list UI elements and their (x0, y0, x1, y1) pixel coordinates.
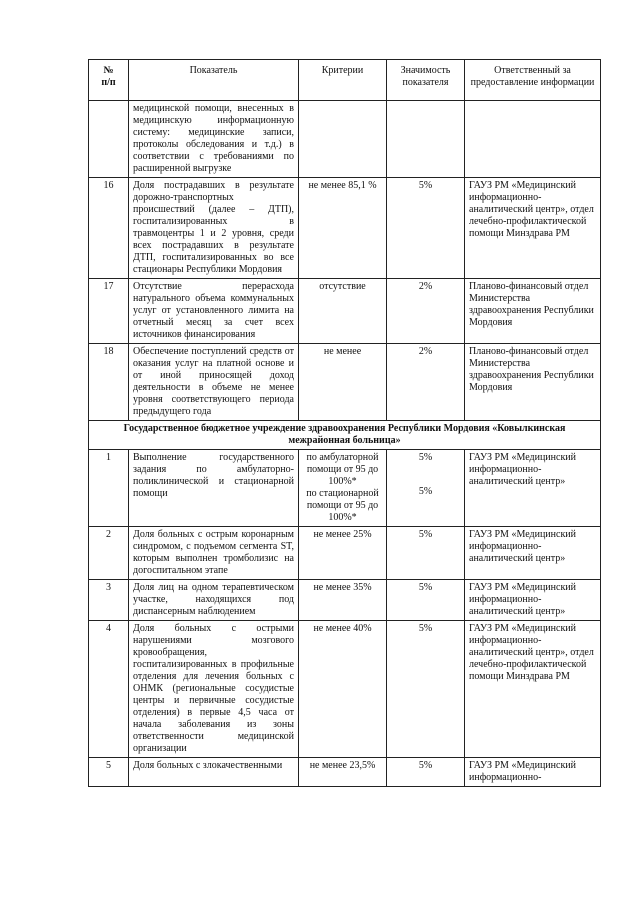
row-indicator: Доля больных с злокачественными (129, 758, 299, 787)
table-row (89, 344, 601, 421)
row-significance (387, 450, 465, 527)
row-responsible: ГАУЗ РМ «Медицинский информационно-аналитический центр» (465, 580, 601, 621)
criteria-inpatient: по стационарной помощи от 95 до 100%* (306, 488, 379, 523)
significance-inpatient: 5% (418, 486, 433, 497)
row-num (89, 101, 129, 178)
row-num: 2 (89, 527, 129, 580)
row-criteria: не менее 23,5% (299, 758, 387, 787)
row-num: 1 (89, 450, 129, 527)
row-indicator: Доля больных с острым коронарным синдромом, с подъемом сегмента ST, которым выполнен тромболизис на догоспитальном этапе (129, 527, 299, 580)
row-num: 4 (89, 621, 129, 758)
row-significance: 5% (387, 621, 465, 758)
row-significance: 2% (387, 279, 465, 344)
row-num: 17 (89, 279, 129, 344)
table-row (89, 450, 601, 527)
row-indicator: Отсутствие перерасхода натурального объема коммунальных услуг от установленного лимита на отчетный месяц за счет всех источников финансирования (129, 279, 299, 344)
header-criteria: Критерии (299, 60, 387, 101)
row-responsible (465, 101, 601, 178)
row-criteria: не менее 25% (299, 527, 387, 580)
header-indicator: Показатель (129, 60, 299, 101)
row-significance: 5% (387, 758, 465, 787)
table-row (89, 178, 601, 279)
row-indicator: медицинской помощи, внесенных в медицинскую информационную систему: медицинские записи, протоколы обследования и т.д.) в соответствии с требованиями по расширенной выгрузке (129, 101, 299, 178)
criteria-outpatient: по амбулаторной помощи от 95 до 100%* (306, 452, 379, 487)
table-row (89, 527, 601, 580)
row-num: 18 (89, 344, 129, 421)
row-significance: 2% (387, 344, 465, 421)
row-indicator: Доля лиц на одном терапевтическом участке, находящихся под диспансерным наблюдением (129, 580, 299, 621)
row-criteria (299, 101, 387, 178)
header-significance: Значимость показателя (387, 60, 465, 101)
row-responsible: Планово-финансовый отдел Министерства здравоохранения Республики Мордовия (465, 279, 601, 344)
row-responsible: ГАУЗ РМ «Медицинский информационно- (465, 758, 601, 787)
row-criteria: не менее (299, 344, 387, 421)
row-significance: 5% (387, 580, 465, 621)
row-criteria: отсутствие (299, 279, 387, 344)
row-responsible: ГАУЗ РМ «Медицинский информационно-аналитический центр», отдел лечебно-профилактической помощи Минздрава РМ (465, 178, 601, 279)
significance-outpatient: 5% (418, 452, 433, 463)
row-num: 3 (89, 580, 129, 621)
table-row (89, 758, 601, 787)
row-criteria: не менее 35% (299, 580, 387, 621)
row-indicator: Доля пострадавших в результате дорожно-транспортных происшествий (далее – ДТП), госпитализированных в травмоцентры 1 и 2 уровня, среди всех пострадавших в результате ДТП, госпитализированных во все стационары Республики Мордовия (129, 178, 299, 279)
section-title: Государственное бюджетное учреждение здравоохранения Республики Мордовия «Ковылкинская межрайонная больница» (89, 421, 601, 450)
section-header-row (89, 421, 601, 450)
row-criteria: не менее 85,1 % (299, 178, 387, 279)
indicators-table (88, 59, 601, 787)
row-indicator: Обеспечение поступлений средств от оказания услуг на платной основе и от иной приносящей доход деятельности в объеме не менее уровня соответствующего периода предыдущего года (129, 344, 299, 421)
row-significance: 5% (387, 178, 465, 279)
table-row (89, 101, 601, 178)
row-num: 5 (89, 758, 129, 787)
header-num: № п/п (89, 60, 129, 101)
row-responsible: Планово-финансовый отдел Министерства здравоохранения Республики Мордовия (465, 344, 601, 421)
header-responsible: Ответственный за предоставление информации (465, 60, 601, 101)
row-num: 16 (89, 178, 129, 279)
table-row (89, 580, 601, 621)
row-indicator: Выполнение государственного задания по амбулаторно-поликлинической и стационарной помощи (129, 450, 299, 527)
row-indicator: Доля больных с острыми нарушениями мозгового кровообращения, госпитализированных в профильные отделения для лечения больных с ОНМК (региональные сосудистые центры и первичные сосудистые отделения) в первые 4,5 часа от начала заболевания из зоны ответственности медицинской организации (129, 621, 299, 758)
table-row (89, 279, 601, 344)
row-criteria: не менее 40% (299, 621, 387, 758)
table-row (89, 621, 601, 758)
row-significance (387, 101, 465, 178)
row-significance: 5% (387, 527, 465, 580)
row-responsible: ГАУЗ РМ «Медицинский информационно-аналитический центр», отдел лечебно-профилактической помощи Минздрава РМ (465, 621, 601, 758)
table-header-row (89, 60, 601, 101)
row-responsible: ГАУЗ РМ «Медицинский информационно-аналитический центр» (465, 450, 601, 527)
row-criteria (299, 450, 387, 527)
row-responsible: ГАУЗ РМ «Медицинский информационно-аналитический центр» (465, 527, 601, 580)
